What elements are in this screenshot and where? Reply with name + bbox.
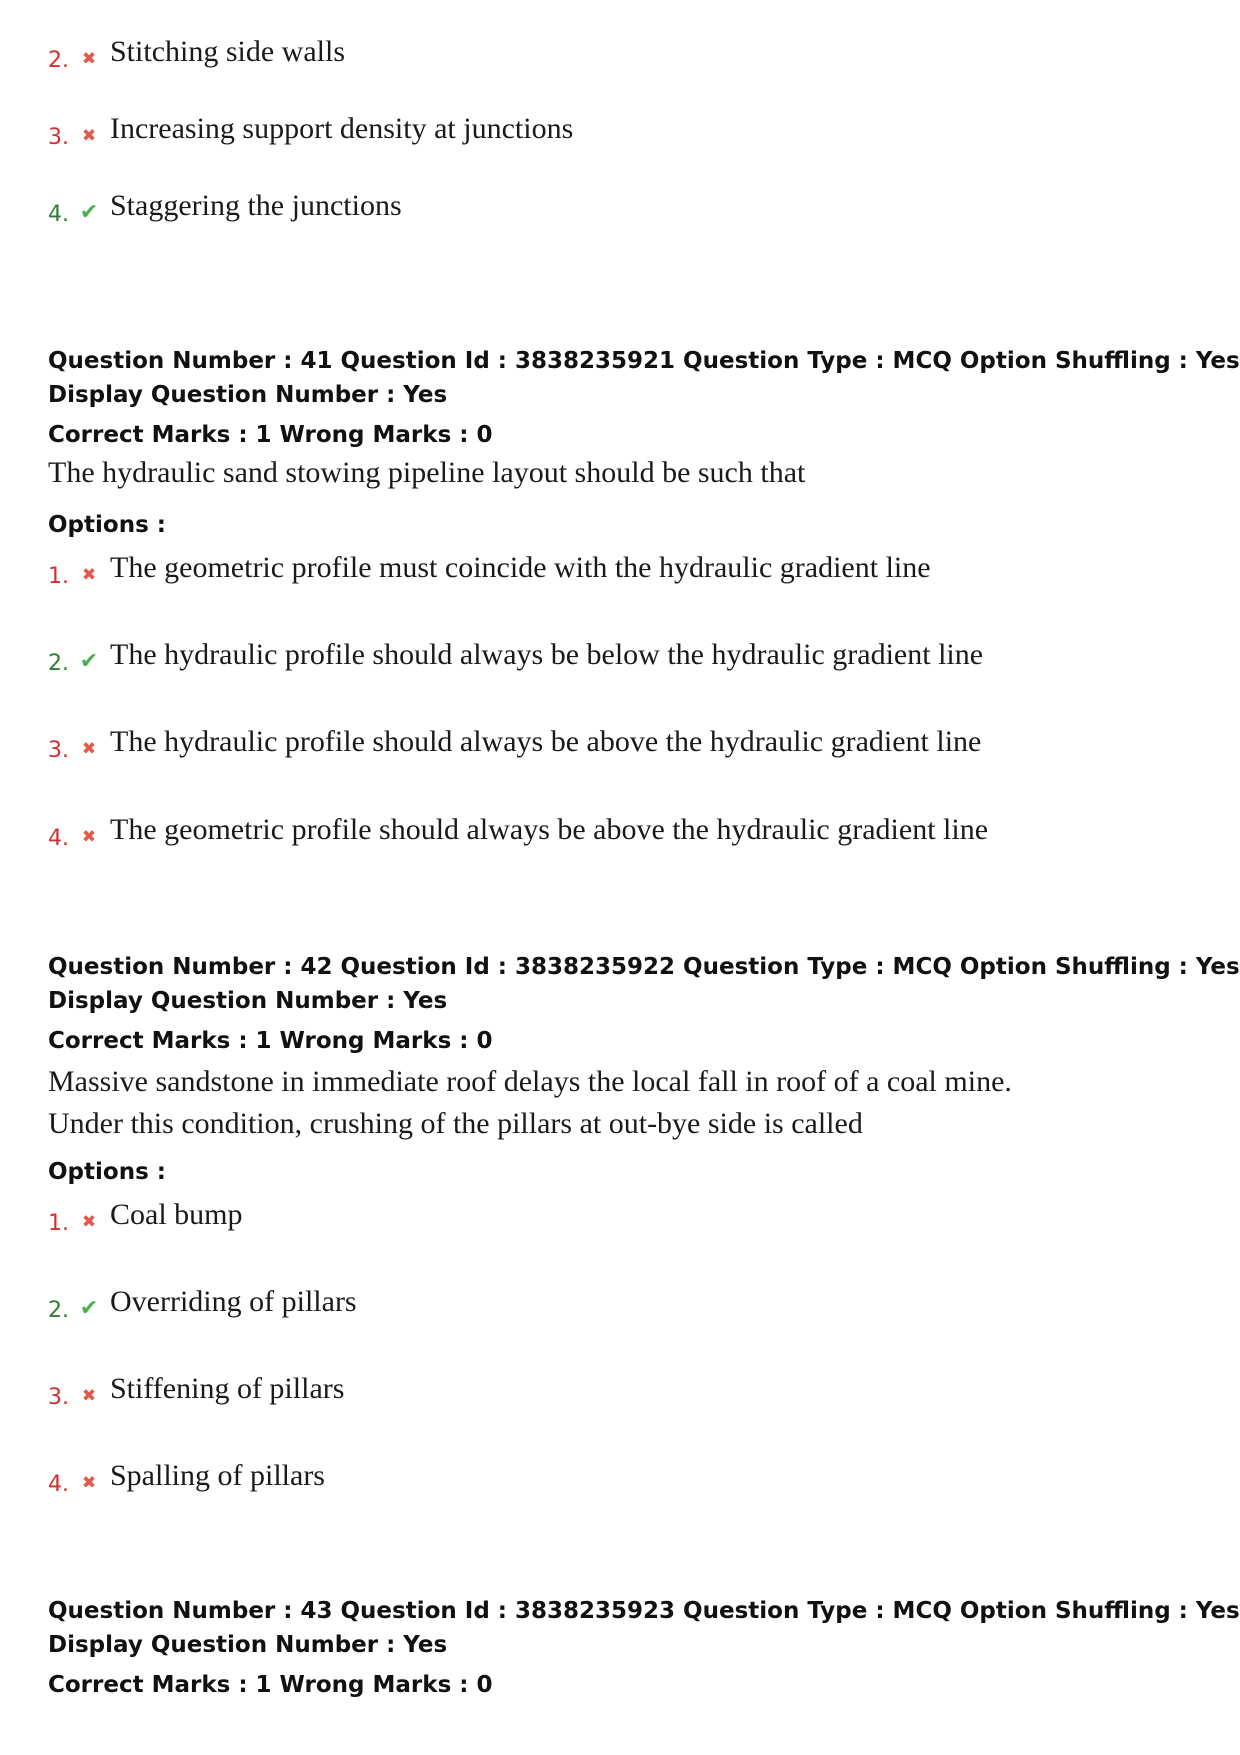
question-meta: Question Number : 41 Question Id : 3838235921 Question Type : MCQ Option Shuffling : Yes: [48, 348, 1240, 374]
option-number: 4.: [48, 202, 69, 227]
check-icon: ✔: [79, 649, 99, 674]
question-text: The hydraulic sand stowing pipeline layout should be such that: [48, 456, 806, 489]
display-question-number: Display Question Number : Yes: [48, 988, 448, 1014]
option-row: [48, 111, 1198, 161]
cross-icon: ✖: [81, 1473, 97, 1493]
cross-icon: ✖: [81, 1212, 97, 1232]
option-number: 1.: [48, 1211, 69, 1236]
question-meta: Question Number : 42 Question Id : 3838235922 Question Type : MCQ Option Shuffling : Yes: [48, 954, 1240, 980]
question-header: [48, 344, 1240, 452]
options-label: Options :: [48, 1159, 166, 1185]
question-text: Massive sandstone in immediate roof delays the local fall in roof of a coal mine.: [48, 1065, 1012, 1098]
option-row: [48, 1197, 1198, 1247]
option-text: Stiffening of pillars: [110, 1372, 345, 1405]
option-text: Coal bump: [110, 1198, 243, 1231]
option-text: Increasing support density at junctions: [110, 112, 574, 145]
option-row: [48, 188, 1198, 238]
option-row: [48, 637, 1198, 687]
option-row: [48, 812, 1198, 862]
option-number: 2.: [48, 1298, 69, 1323]
option-number: 3.: [48, 1385, 69, 1410]
option-number: 1.: [48, 564, 69, 589]
option-text: The hydraulic profile should always be above the hydraulic gradient line: [110, 725, 982, 758]
option-row: [48, 1458, 1198, 1508]
option-text: The geometric profile must coincide with the hydraulic gradient line: [110, 551, 931, 584]
display-question-number: Display Question Number : Yes: [48, 382, 448, 408]
option-row: [48, 34, 1198, 84]
cross-icon: ✖: [81, 49, 97, 69]
option-row: [48, 550, 1198, 600]
option-number: 4.: [48, 1472, 69, 1497]
question-meta: Question Number : 43 Question Id : 3838235923 Question Type : MCQ Option Shuffling : Yes: [48, 1598, 1240, 1624]
option-number: 3.: [48, 738, 69, 763]
option-row: [48, 1371, 1198, 1421]
check-icon: ✔: [79, 1296, 99, 1321]
option-number: 4.: [48, 826, 69, 851]
option-text: The hydraulic profile should always be below the hydraulic gradient line: [110, 638, 984, 671]
option-text: The geometric profile should always be above the hydraulic gradient line: [110, 813, 989, 846]
option-text: Spalling of pillars: [110, 1459, 325, 1492]
cross-icon: ✖: [81, 739, 97, 759]
cross-icon: ✖: [81, 126, 97, 146]
cross-icon: ✖: [81, 827, 97, 847]
option-row: [48, 1284, 1198, 1334]
option-text: Staggering the junctions: [110, 189, 402, 222]
options-label: Options :: [48, 512, 166, 538]
option-number: 3.: [48, 125, 69, 150]
cross-icon: ✖: [81, 1386, 97, 1406]
question-header: [48, 1594, 1240, 1702]
option-row: [48, 724, 1198, 774]
question-marks: Correct Marks : 1 Wrong Marks : 0: [48, 1672, 493, 1698]
question-marks: Correct Marks : 1 Wrong Marks : 0: [48, 1028, 493, 1054]
question-header: [48, 950, 1240, 1058]
cross-icon: ✖: [81, 565, 97, 585]
option-number: 2.: [48, 651, 69, 676]
question-text: Under this condition, crushing of the pillars at out-bye side is called: [48, 1107, 863, 1140]
display-question-number: Display Question Number : Yes: [48, 1632, 448, 1658]
option-number: 2.: [48, 48, 69, 73]
question-marks: Correct Marks : 1 Wrong Marks : 0: [48, 422, 493, 448]
option-text: Stitching side walls: [110, 35, 345, 68]
option-text: Overriding of pillars: [110, 1285, 357, 1318]
check-icon: ✔: [79, 200, 99, 225]
